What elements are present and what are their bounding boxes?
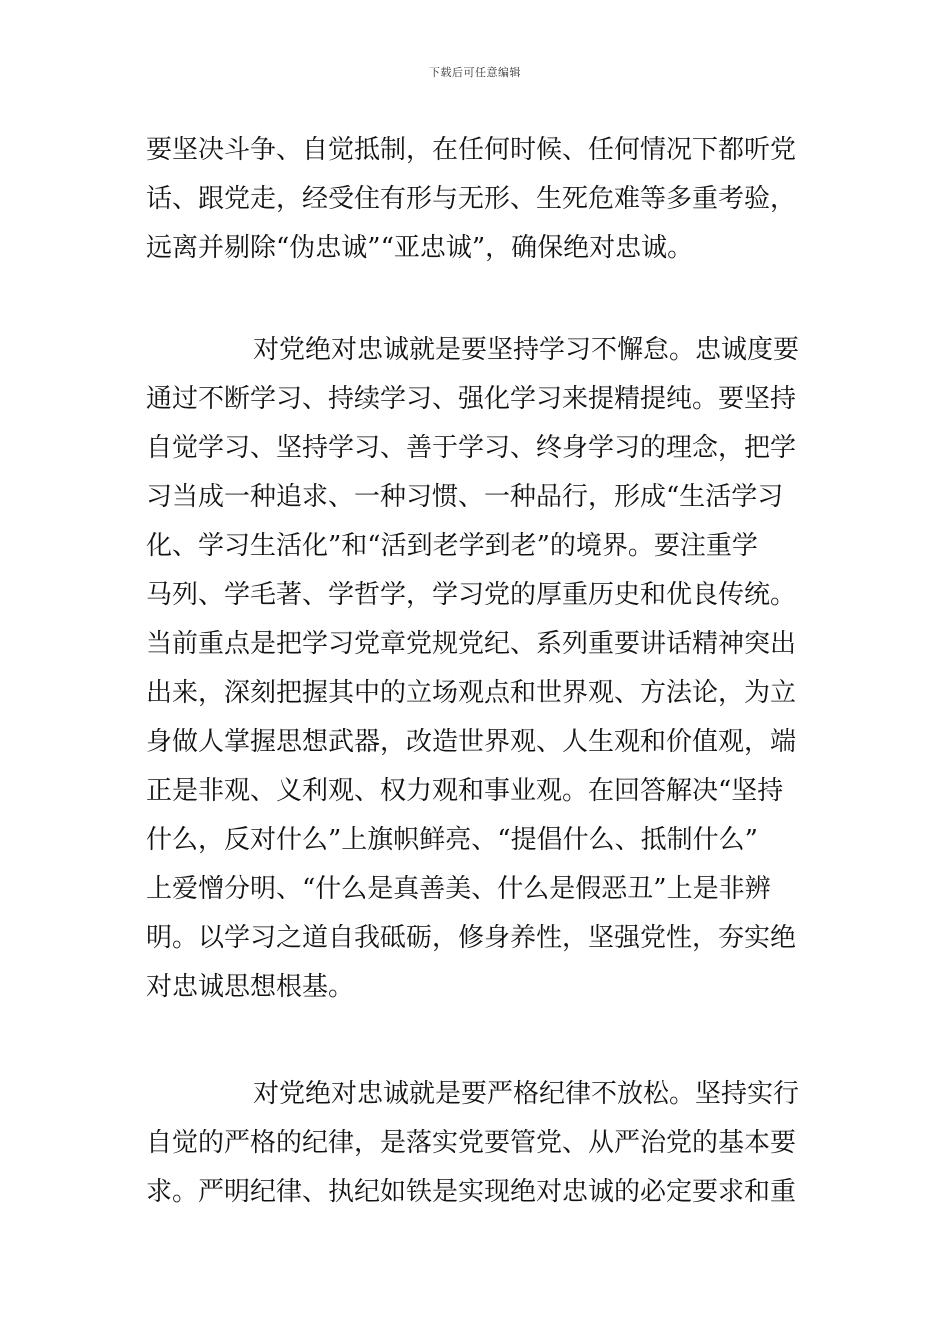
paragraph-line: 要坚决斗争、自觉抵制，在任何时候、任何情况下都听党: [146, 135, 797, 165]
page-header: 下载后可任意编辑: [429, 66, 521, 79]
paragraph-line: 通过不断学习、持续学习、强化学习来提精提纯。要坚持: [146, 384, 797, 414]
paragraph-line: 对忠诚思想根基。: [146, 972, 355, 1002]
paragraph-line: 对党绝对忠诚就是要严格纪律不放松。坚持实行: [253, 1079, 800, 1109]
paragraph-line: 求。严明纪律、执纪如铁是实现绝对忠诚的必定要求和重: [146, 1177, 797, 1207]
paragraph-line: 自觉学习、坚持学习、善于学习、终身学习的理念，把学: [146, 433, 797, 463]
paragraph-2: [146, 326, 799, 1012]
paragraph-line: 自觉的严格的纪律，是落实党要管党、从严治党的基本要: [146, 1128, 797, 1158]
paragraph-line: 远离并剔除“伪忠诚”“亚忠诚”，确保绝对忠诚。: [146, 233, 694, 263]
paragraph-line: 对党绝对忠诚就是要坚持学习不懈怠。忠诚度要: [253, 335, 800, 365]
paragraph-line: 身做人掌握思想武器，改造世界观、人生观和价值观，端: [146, 727, 797, 757]
paragraph-line: 什么，反对什么”上旗帜鲜亮、“提倡什么、抵制什么”: [146, 825, 758, 855]
paragraph-1: [146, 126, 796, 273]
paragraph-line: 明。以学习之道自我砥砺，修身养性，坚强党性，夯实绝: [146, 923, 797, 953]
paragraph-line: 正是非观、义利观、权力观和事业观。在回答解决“坚持: [146, 776, 784, 806]
paragraph-line: 当前重点是把学习党章党规党纪、系列重要讲话精神突出: [146, 629, 797, 659]
paragraph-3: [146, 1070, 799, 1217]
paragraph-line: 上爱憎分明、“什么是真善美、什么是假恶丑”上是非辨: [146, 874, 771, 904]
paragraph-line: 出来，深刻把握其中的立场观点和世界观、方法论，为立: [146, 678, 797, 708]
paragraph-line: 习当成一种追求、一种习惯、一种品行，形成“生活学习: [146, 482, 784, 512]
paragraph-line: 话、跟党走，经受住有形与无形、生死危难等多重考验，: [146, 184, 797, 214]
paragraph-line: 马列、学毛著、学哲学，学习党的厚重历史和优良传统。: [146, 580, 797, 610]
paragraph-line: 化、学习生活化”和“活到老学到老”的境界。要注重学: [146, 531, 758, 561]
